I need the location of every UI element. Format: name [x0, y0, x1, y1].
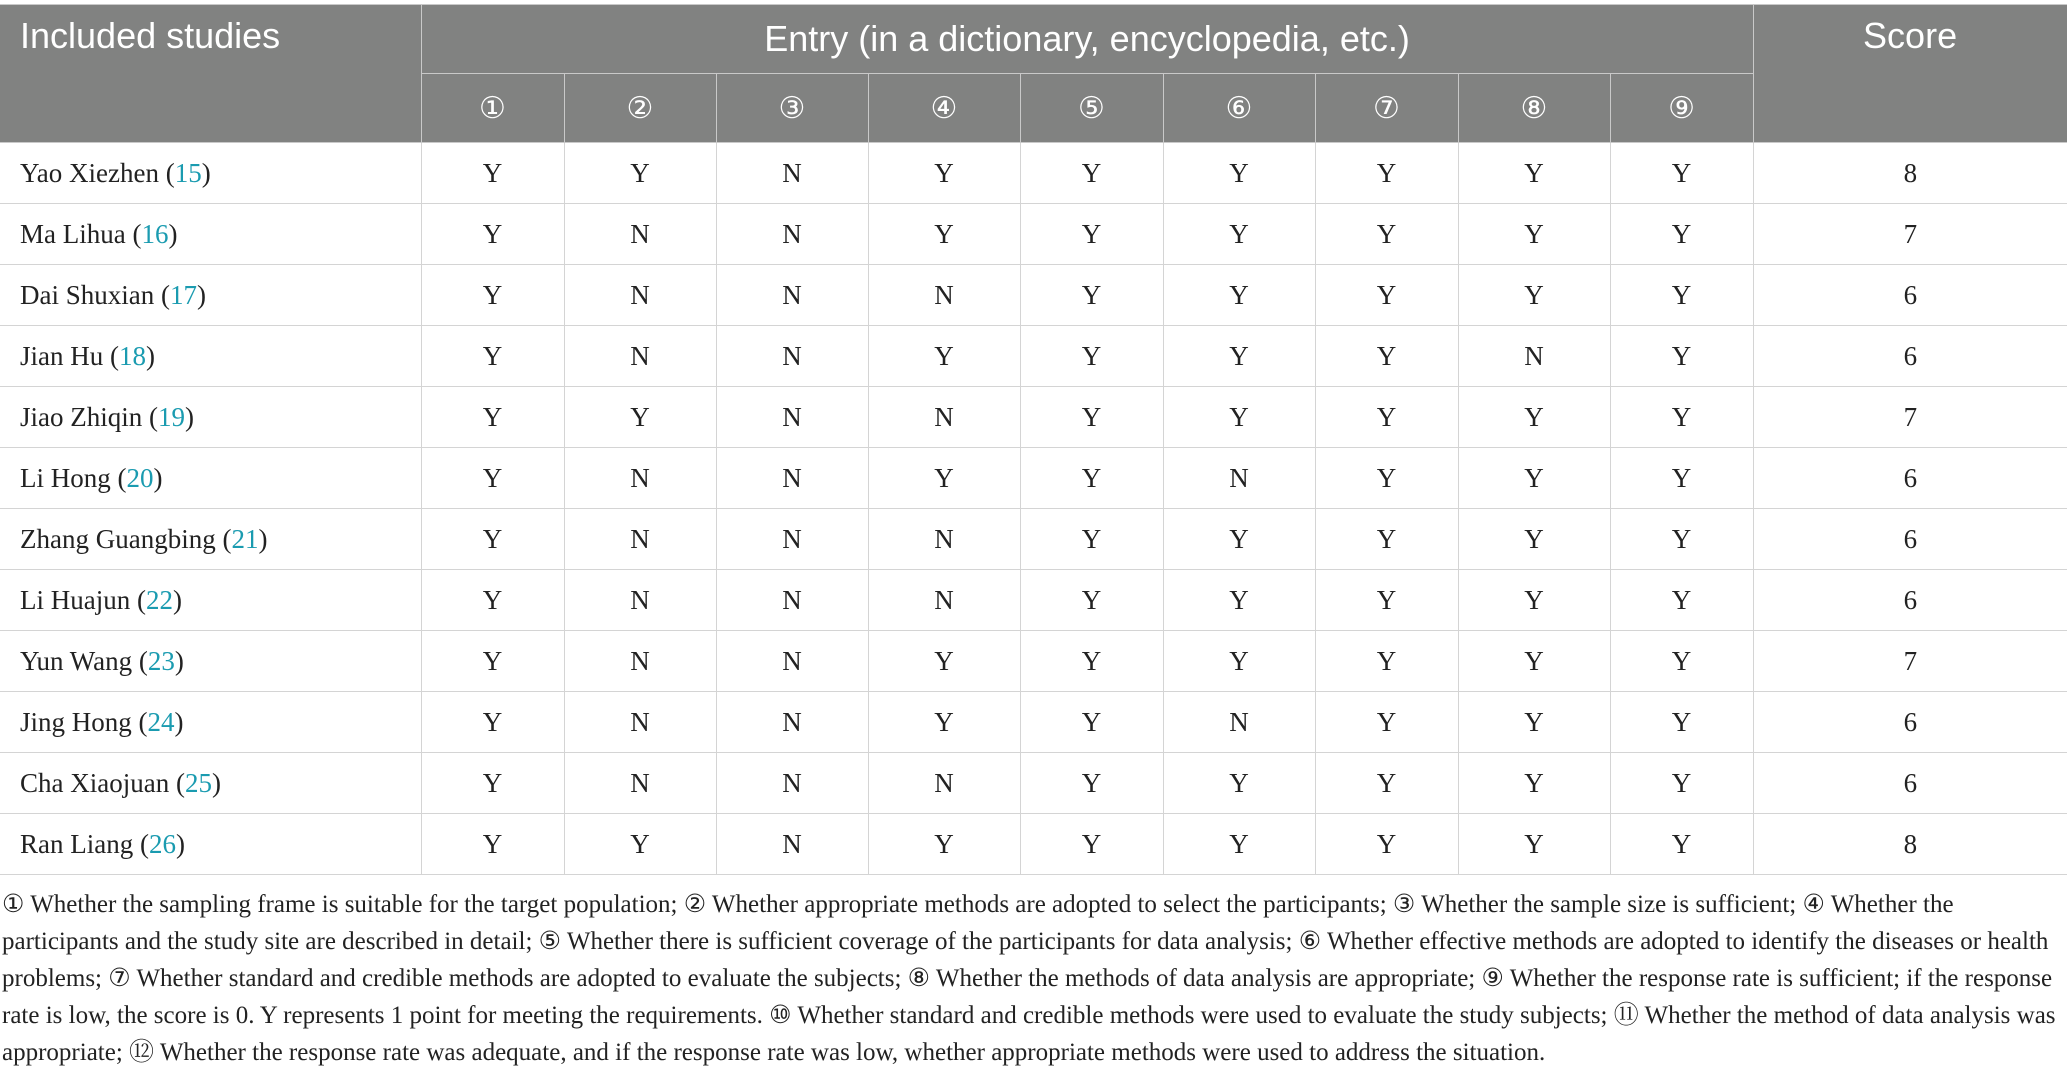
- item-4-cell: N: [868, 387, 1020, 448]
- item-9-cell: Y: [1610, 387, 1753, 448]
- item-5-cell: Y: [1020, 692, 1163, 753]
- item-1-cell: Y: [421, 448, 564, 509]
- item-9-cell: Y: [1610, 753, 1753, 814]
- reference-link[interactable]: 24: [147, 706, 175, 737]
- item-2-cell: N: [564, 509, 716, 570]
- item-4-cell: Y: [868, 326, 1020, 387]
- item-3-cell: N: [716, 204, 868, 265]
- item-6-cell: N: [1163, 448, 1315, 509]
- item-1-cell: Y: [421, 143, 564, 204]
- item-4-cell: N: [868, 753, 1020, 814]
- item-8-cell: Y: [1458, 448, 1610, 509]
- item-6-cell: Y: [1163, 204, 1315, 265]
- item-2-cell: N: [564, 631, 716, 692]
- item-6-cell: Y: [1163, 387, 1315, 448]
- reference-link[interactable]: 17: [170, 279, 197, 310]
- item-5-cell: Y: [1020, 143, 1163, 204]
- reference-link[interactable]: 21: [231, 523, 259, 554]
- item-5-cell: Y: [1020, 204, 1163, 265]
- item-9-cell: Y: [1610, 204, 1753, 265]
- item-3-cell: N: [716, 387, 868, 448]
- item-3-cell: N: [716, 143, 868, 204]
- study-name-cell: Jiao Zhiqin (19): [0, 387, 421, 448]
- table-body: [0, 143, 2067, 875]
- study-name-cell: Ran Liang (26): [0, 814, 421, 875]
- item-5-cell: Y: [1020, 265, 1163, 326]
- item-9-cell: Y: [1610, 326, 1753, 387]
- item-2-cell: N: [564, 265, 716, 326]
- item-6-cell: Y: [1163, 509, 1315, 570]
- item-8-cell: Y: [1458, 509, 1610, 570]
- item-5-cell: Y: [1020, 448, 1163, 509]
- score-cell: 8: [1753, 814, 2067, 875]
- score-cell: 6: [1753, 570, 2067, 631]
- score-cell: 6: [1753, 753, 2067, 814]
- table-row: [0, 387, 2067, 448]
- item-9-cell: Y: [1610, 265, 1753, 326]
- item-9-cell: Y: [1610, 570, 1753, 631]
- item-1-cell: Y: [421, 265, 564, 326]
- item-8-cell: Y: [1458, 143, 1610, 204]
- study-name-cell: Dai Shuxian (17): [0, 265, 421, 326]
- study-author: Ran Liang: [20, 828, 134, 859]
- item-6-cell: N: [1163, 692, 1315, 753]
- study-author: Jian Hu: [20, 340, 104, 371]
- item-2-cell: N: [564, 692, 716, 753]
- study-author: Yao Xiezhen: [20, 157, 159, 188]
- item-3-cell: N: [716, 448, 868, 509]
- table-row: [0, 509, 2067, 570]
- item-5-cell: Y: [1020, 753, 1163, 814]
- item-9-cell: Y: [1610, 143, 1753, 204]
- item-3-cell: N: [716, 814, 868, 875]
- item-4-cell: Y: [868, 692, 1020, 753]
- item-9-cell: Y: [1610, 814, 1753, 875]
- item-2-cell: N: [564, 326, 716, 387]
- item-7-cell: Y: [1315, 814, 1458, 875]
- item-6-cell: Y: [1163, 631, 1315, 692]
- study-author: Jiao Zhiqin: [20, 401, 143, 432]
- item-3-cell: N: [716, 265, 868, 326]
- item-header-6: ⑥: [1163, 74, 1315, 143]
- item-1-cell: Y: [421, 509, 564, 570]
- study-author: Jing Hong: [20, 706, 132, 737]
- item-8-cell: Y: [1458, 814, 1610, 875]
- included-studies-header: Included studies: [0, 5, 421, 143]
- study-name-cell: Cha Xiaojuan (25): [0, 753, 421, 814]
- item-4-cell: Y: [868, 143, 1020, 204]
- item-header-8: ⑧: [1458, 74, 1610, 143]
- item-7-cell: Y: [1315, 509, 1458, 570]
- item-1-cell: Y: [421, 814, 564, 875]
- item-5-cell: Y: [1020, 570, 1163, 631]
- item-header-2: ②: [564, 74, 716, 143]
- study-author: Li Hong: [20, 462, 111, 493]
- item-1-cell: Y: [421, 570, 564, 631]
- item-header-7: ⑦: [1315, 74, 1458, 143]
- item-7-cell: Y: [1315, 631, 1458, 692]
- item-8-cell: Y: [1458, 570, 1610, 631]
- score-cell: 6: [1753, 509, 2067, 570]
- item-2-cell: N: [564, 753, 716, 814]
- item-4-cell: N: [868, 570, 1020, 631]
- item-4-cell: N: [868, 265, 1020, 326]
- item-8-cell: Y: [1458, 387, 1610, 448]
- table-row: [0, 448, 2067, 509]
- header-row-main: [0, 5, 2067, 74]
- score-cell: 6: [1753, 326, 2067, 387]
- item-9-cell: Y: [1610, 509, 1753, 570]
- study-name-cell: Ma Lihua (16): [0, 204, 421, 265]
- item-1-cell: Y: [421, 326, 564, 387]
- item-1-cell: Y: [421, 753, 564, 814]
- item-7-cell: Y: [1315, 570, 1458, 631]
- score-cell: 7: [1753, 631, 2067, 692]
- reference-link[interactable]: 25: [184, 767, 212, 798]
- entry-header: Entry (in a dictionary, encyclopedia, etc.): [421, 5, 1753, 74]
- item-2-cell: N: [564, 204, 716, 265]
- item-1-cell: Y: [421, 204, 564, 265]
- study-author: Li Huajun: [20, 584, 131, 615]
- study-author: Cha Xiaojuan: [20, 767, 170, 798]
- reference-link[interactable]: 18: [119, 340, 146, 371]
- table-footnote: ① Whether the sampling frame is suitable for the target population; ② Whether appropriate methods are adopted to select the participants; ③ Whether the sample size is sufficient; ④ Whether the participants and the study site are described in detail; ⑤ Whether there is sufficient coverage of the participants for data analysis; ⑥ Whether effective methods are adopted to identify the diseases or health problems; ⑦ Whether standard and credible methods are adopted to evaluate the subjects; ⑧ Whether the methods of data analysis are appropriate; ⑨ Whether the response rate is sufficient; if the response rate is low, the score is 0. Y represents 1 point for meeting the requirements. ⑩ Whether standard and credible methods were used to evaluate the study subjects; ⑪ Whether the method of data analysis was appropriate; ⑫ Whether the response rate was adequate, and if the response rate was low, whether appropriate methods were used to address the situation.: [2, 891, 2056, 1066]
- study-name-cell: Li Hong (20): [0, 448, 421, 509]
- score-cell: 6: [1753, 692, 2067, 753]
- item-6-cell: Y: [1163, 814, 1315, 875]
- item-5-cell: Y: [1020, 326, 1163, 387]
- table-row: [0, 753, 2067, 814]
- score-cell: 7: [1753, 387, 2067, 448]
- reference-link[interactable]: 26: [148, 828, 176, 859]
- item-1-cell: Y: [421, 631, 564, 692]
- item-9-cell: Y: [1610, 631, 1753, 692]
- item-8-cell: Y: [1458, 204, 1610, 265]
- item-6-cell: Y: [1163, 143, 1315, 204]
- item-6-cell: Y: [1163, 570, 1315, 631]
- reference-link[interactable]: 19: [158, 401, 185, 432]
- item-header-9: ⑨: [1610, 74, 1753, 143]
- study-name-cell: Yao Xiezhen (15): [0, 143, 421, 204]
- study-name-cell: Li Huajun (22): [0, 570, 421, 631]
- item-3-cell: N: [716, 753, 868, 814]
- item-8-cell: Y: [1458, 692, 1610, 753]
- item-2-cell: Y: [564, 143, 716, 204]
- score-header: Score: [1753, 5, 2067, 143]
- item-header-5: ⑤: [1020, 74, 1163, 143]
- item-4-cell: Y: [868, 448, 1020, 509]
- quality-assessment-table: [0, 4, 2067, 875]
- item-7-cell: Y: [1315, 448, 1458, 509]
- reference-link[interactable]: 23: [147, 645, 175, 676]
- item-3-cell: N: [716, 509, 868, 570]
- item-2-cell: N: [564, 570, 716, 631]
- reference-link[interactable]: 16: [141, 218, 169, 249]
- item-4-cell: N: [868, 509, 1020, 570]
- item-9-cell: Y: [1610, 692, 1753, 753]
- item-7-cell: Y: [1315, 204, 1458, 265]
- item-9-cell: Y: [1610, 448, 1753, 509]
- item-5-cell: Y: [1020, 631, 1163, 692]
- item-7-cell: Y: [1315, 265, 1458, 326]
- score-cell: 8: [1753, 143, 2067, 204]
- item-2-cell: Y: [564, 814, 716, 875]
- item-7-cell: Y: [1315, 387, 1458, 448]
- item-5-cell: Y: [1020, 509, 1163, 570]
- item-7-cell: Y: [1315, 692, 1458, 753]
- item-3-cell: N: [716, 570, 868, 631]
- reference-link[interactable]: 22: [145, 584, 173, 615]
- item-5-cell: Y: [1020, 387, 1163, 448]
- item-6-cell: Y: [1163, 326, 1315, 387]
- item-5-cell: Y: [1020, 814, 1163, 875]
- study-name-cell: Zhang Guangbing (21): [0, 509, 421, 570]
- item-3-cell: N: [716, 326, 868, 387]
- table-row: [0, 814, 2067, 875]
- item-1-cell: Y: [421, 692, 564, 753]
- table-row: [0, 204, 2067, 265]
- score-cell: 6: [1753, 448, 2067, 509]
- study-name-cell: Jing Hong (24): [0, 692, 421, 753]
- item-8-cell: N: [1458, 326, 1610, 387]
- table-row: [0, 143, 2067, 204]
- score-cell: 6: [1753, 265, 2067, 326]
- item-3-cell: N: [716, 692, 868, 753]
- table-row: [0, 631, 2067, 692]
- table-header: [0, 5, 2067, 143]
- study-author: Ma Lihua: [20, 218, 126, 249]
- item-6-cell: Y: [1163, 753, 1315, 814]
- item-2-cell: N: [564, 448, 716, 509]
- item-header-3: ③: [716, 74, 868, 143]
- item-3-cell: N: [716, 631, 868, 692]
- reference-link[interactable]: 20: [126, 462, 154, 493]
- item-8-cell: Y: [1458, 265, 1610, 326]
- item-1-cell: Y: [421, 387, 564, 448]
- item-header-4: ④: [868, 74, 1020, 143]
- study-author: Dai Shuxian: [20, 279, 155, 310]
- table-row: [0, 570, 2067, 631]
- quality-assessment-table-wrapper: [0, 4, 2067, 875]
- study-name-cell: Jian Hu (18): [0, 326, 421, 387]
- item-7-cell: Y: [1315, 326, 1458, 387]
- table-row: [0, 265, 2067, 326]
- item-8-cell: Y: [1458, 631, 1610, 692]
- item-4-cell: Y: [868, 814, 1020, 875]
- item-2-cell: Y: [564, 387, 716, 448]
- item-4-cell: Y: [868, 204, 1020, 265]
- reference-link[interactable]: 15: [174, 157, 202, 188]
- score-cell: 7: [1753, 204, 2067, 265]
- item-7-cell: Y: [1315, 753, 1458, 814]
- item-7-cell: Y: [1315, 143, 1458, 204]
- item-8-cell: Y: [1458, 753, 1610, 814]
- study-author: Yun Wang: [20, 645, 133, 676]
- item-4-cell: Y: [868, 631, 1020, 692]
- item-6-cell: Y: [1163, 265, 1315, 326]
- study-author: Zhang Guangbing: [20, 523, 216, 554]
- table-row: [0, 326, 2067, 387]
- item-header-1: ①: [421, 74, 564, 143]
- table-row: [0, 692, 2067, 753]
- study-name-cell: Yun Wang (23): [0, 631, 421, 692]
